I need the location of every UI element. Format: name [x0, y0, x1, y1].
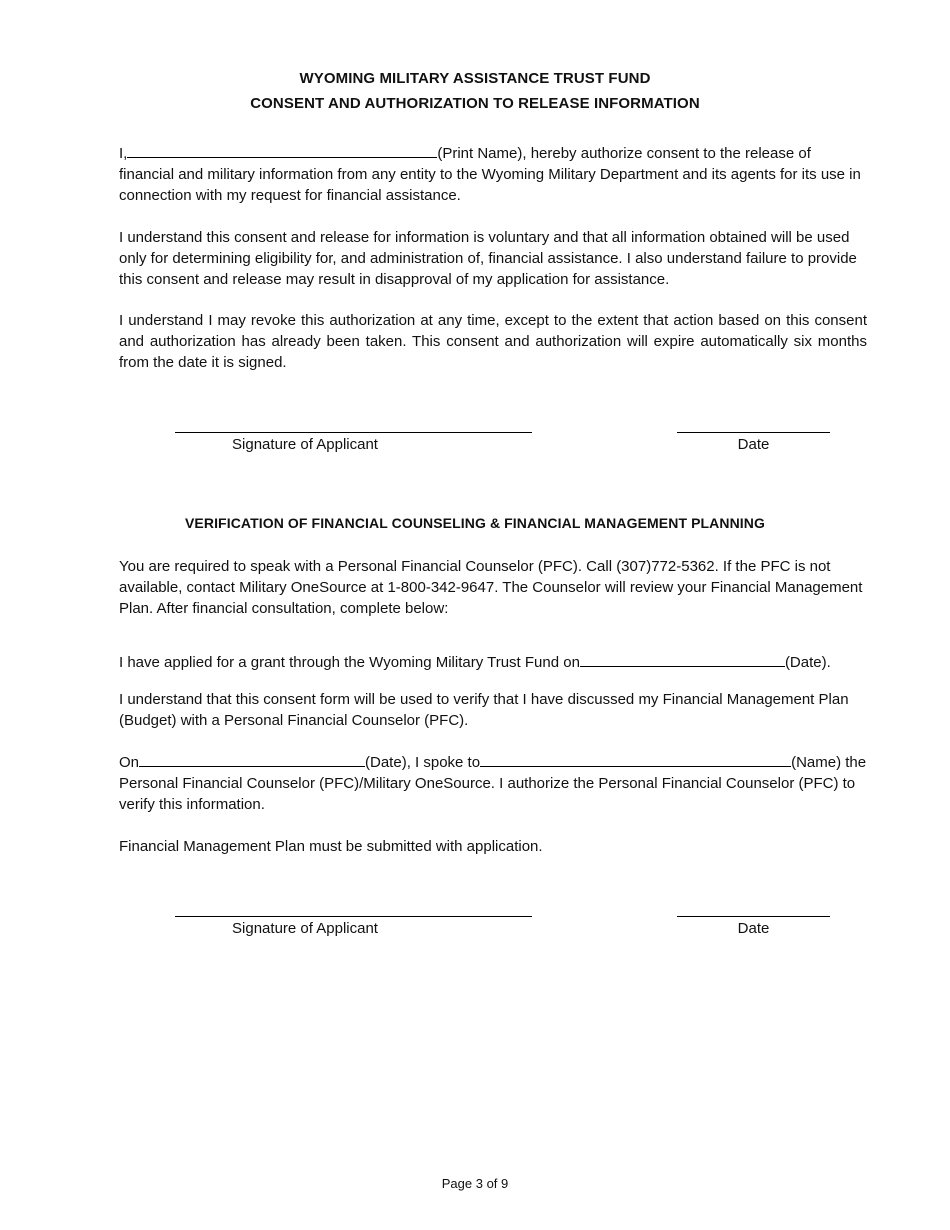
verification-paragraph-1: You are required to speak with a Personal Financial Counselor (PFC). Call (307)772-5362. If the PFC is not available, contact Military OneSource at 1-800-342-9647. The Counselor will review your Financial Management Plan. After financial consultation, complete below:	[119, 558, 863, 617]
verification-paragraph-3: I understand that this consent form will be used to verify that I have discussed my Financial Management Plan (Budget) with a Personal Financial Counselor (PFC).	[119, 691, 849, 729]
verification-paragraph-2	[119, 652, 867, 673]
signature-label: Signature of Applicant	[232, 436, 378, 453]
consent-paragraph-1-rest: financial and military information from any entity to the Wyoming Military Department and its agents for its use in connection with my request for financial assistance.	[119, 166, 861, 204]
spoke-to-label: (Date), I spoke to	[365, 754, 481, 771]
consent-paragraph-3: I understand I may revoke this authorization at any time, except to the extent that action based on this consent and authorization has already been taken. This consent and authorization will expire automatically six months from the date it is signed.	[119, 312, 867, 371]
consent-paragraph-2: I understand this consent and release for information is voluntary and that all information obtained will be used only for determining eligibility for, and administration of, financial assistance. I also understand failure to provide this consent and release may result in disapproval of my application for assistance.	[119, 229, 857, 288]
print-name-field[interactable]	[127, 143, 437, 158]
consent-prefix: I,	[119, 145, 128, 162]
counselor-name-field[interactable]	[480, 752, 791, 767]
document-title: WYOMING MILITARY ASSISTANCE TRUST FUND	[299, 70, 651, 87]
print-name-label: (Print Name), hereby authorize consent to the release of	[437, 145, 811, 162]
date-label-2: Date	[737, 920, 770, 937]
signature-line[interactable]	[175, 432, 532, 433]
spoke-date-field[interactable]	[139, 752, 365, 767]
date-line-2[interactable]	[677, 916, 830, 917]
verification-paragraph-5: Financial Management Plan must be submitted with application.	[119, 838, 543, 855]
signature-line-2[interactable]	[175, 916, 532, 917]
on-label: On	[119, 754, 140, 771]
document-subtitle: CONSENT AND AUTHORIZATION TO RELEASE INFORMATION	[250, 95, 700, 112]
signature-label-2: Signature of Applicant	[232, 920, 378, 937]
page-number: Page 3 of 9	[441, 1176, 509, 1191]
date-label: Date	[737, 436, 770, 453]
date-line[interactable]	[677, 432, 830, 433]
grant-date-suffix: (Date).	[784, 654, 831, 671]
consent-paragraph-1	[119, 143, 867, 206]
verification-paragraph-4	[119, 752, 867, 815]
verification-paragraph-4-rest: the Personal Financial Counselor (PFC)/Military OneSource. I authorize the Personal Financial Counselor (PFC) to verify this information.	[119, 754, 867, 813]
verification-heading: VERIFICATION OF FINANCIAL COUNSELING & FINANCIAL MANAGEMENT PLANNING	[184, 515, 765, 531]
grant-date-field[interactable]	[580, 652, 785, 667]
grant-date-prefix: I have applied for a grant through the Wyoming Military Trust Fund on	[119, 654, 580, 671]
counselor-name-label: (Name)	[791, 754, 842, 771]
